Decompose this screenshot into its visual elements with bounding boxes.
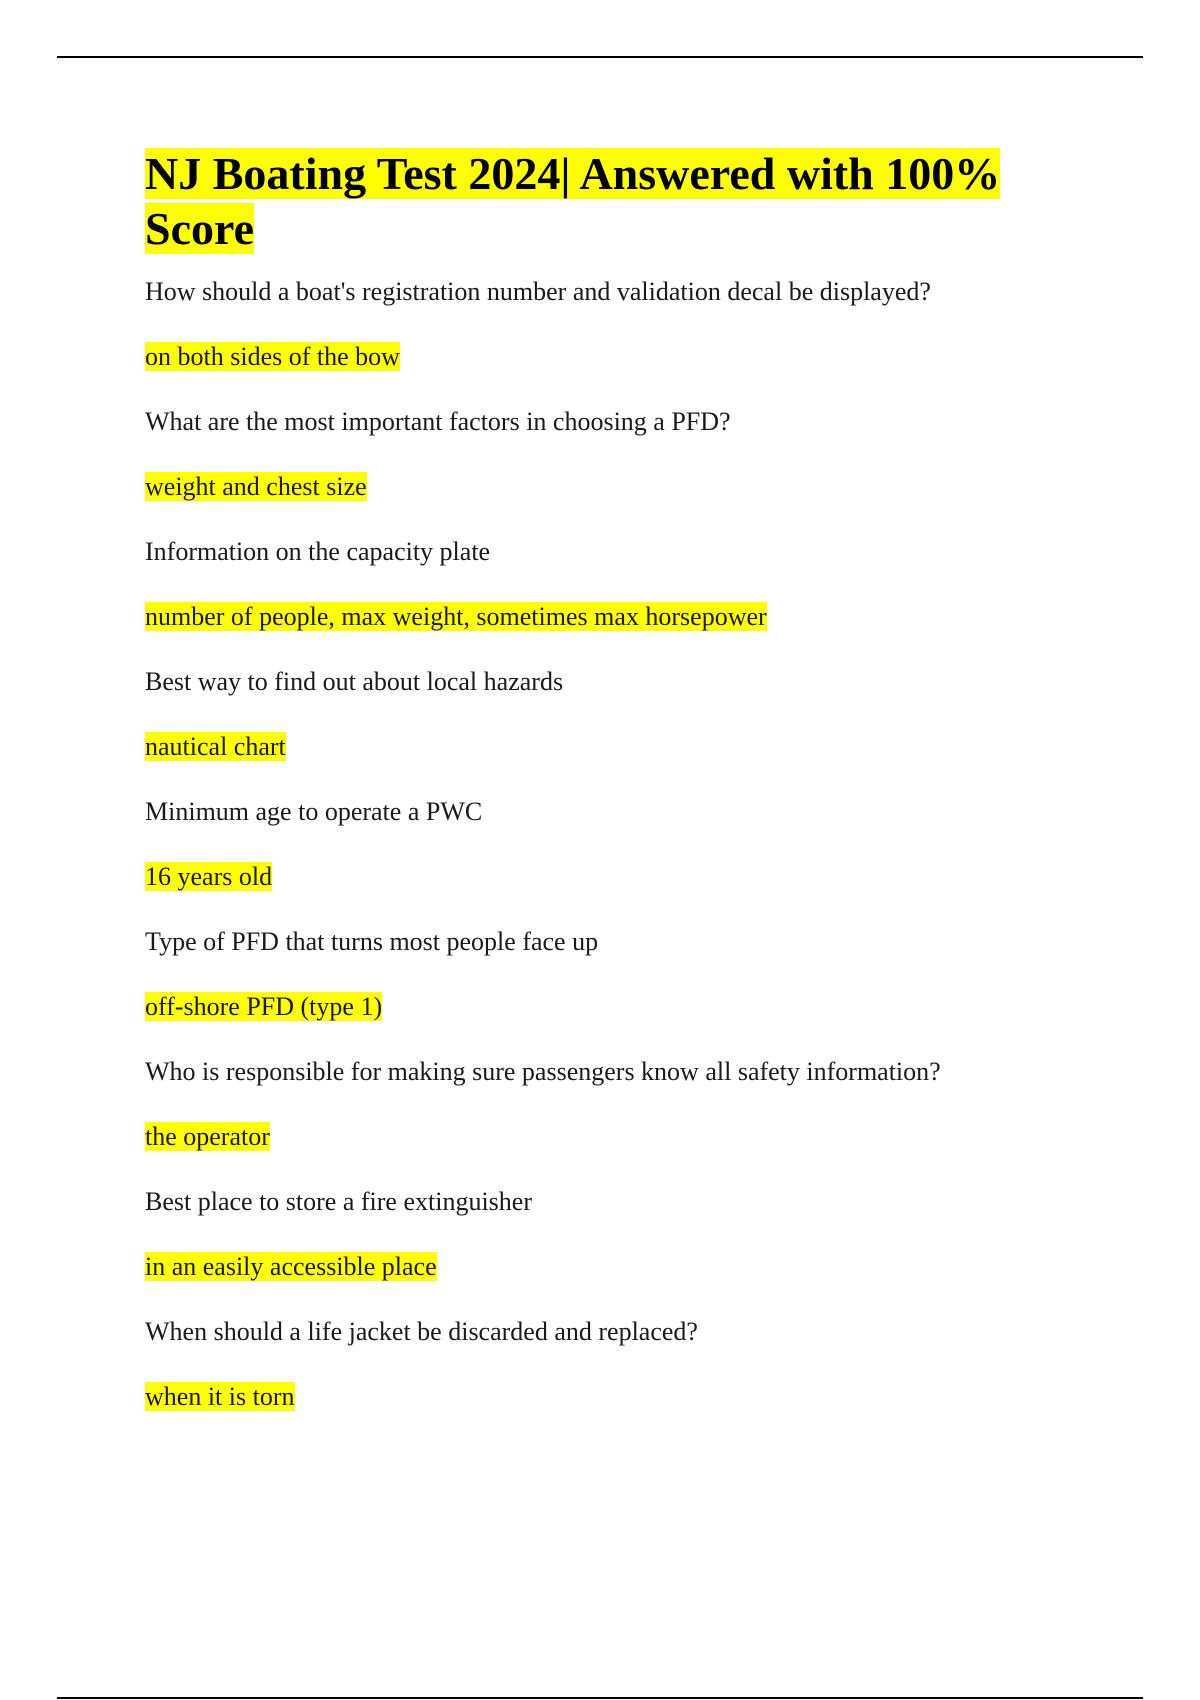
top-rule: [57, 56, 1143, 58]
bottom-rule: [57, 1697, 1143, 1699]
answer-item: [145, 472, 1105, 502]
answer-item: [145, 1382, 1105, 1412]
answer-text: in an easily accessible place: [145, 1252, 437, 1281]
question-text: Best way to find out about local hazards: [145, 667, 564, 696]
answer-item: [145, 992, 1105, 1022]
answer-text: off-shore PFD (type 1): [145, 992, 383, 1021]
question-text: When should a life jacket be discarded and replaced?: [145, 1317, 698, 1346]
answer-item: [145, 1252, 1105, 1282]
question-text: What are the most important factors in choosing a PFD?: [145, 407, 731, 436]
answer-text: on both sides of the bow: [145, 342, 400, 371]
question-text: Minimum age to operate a PWC: [145, 797, 483, 826]
question-text: Who is responsible for making sure passengers know all safety information?: [145, 1057, 941, 1086]
answer-text: number of people, max weight, sometimes max horsepower: [145, 602, 767, 631]
answer-text: the operator: [145, 1122, 270, 1151]
question-text: Best place to store a fire extinguisher: [145, 1187, 532, 1216]
document-body: [145, 146, 1105, 1447]
answer-text: weight and chest size: [145, 472, 367, 501]
qa-list: [145, 277, 1105, 1412]
answer-item: [145, 602, 1105, 632]
answer-text: when it is torn: [145, 1382, 295, 1411]
question-text: How should a boat's registration number and validation decal be displayed?: [145, 277, 931, 306]
title-highlight: NJ Boating Test 2024| Answered with 100% Score: [145, 148, 1001, 254]
answer-item: [145, 342, 1105, 372]
answer-item: [145, 1122, 1105, 1152]
page-title: [145, 146, 1105, 256]
answer-item: [145, 862, 1105, 892]
answer-text: 16 years old: [145, 862, 273, 891]
answer-item: [145, 732, 1105, 762]
answer-text: nautical chart: [145, 732, 286, 761]
question-text: Type of PFD that turns most people face up: [145, 927, 599, 956]
question-text: Information on the capacity plate: [145, 537, 491, 566]
